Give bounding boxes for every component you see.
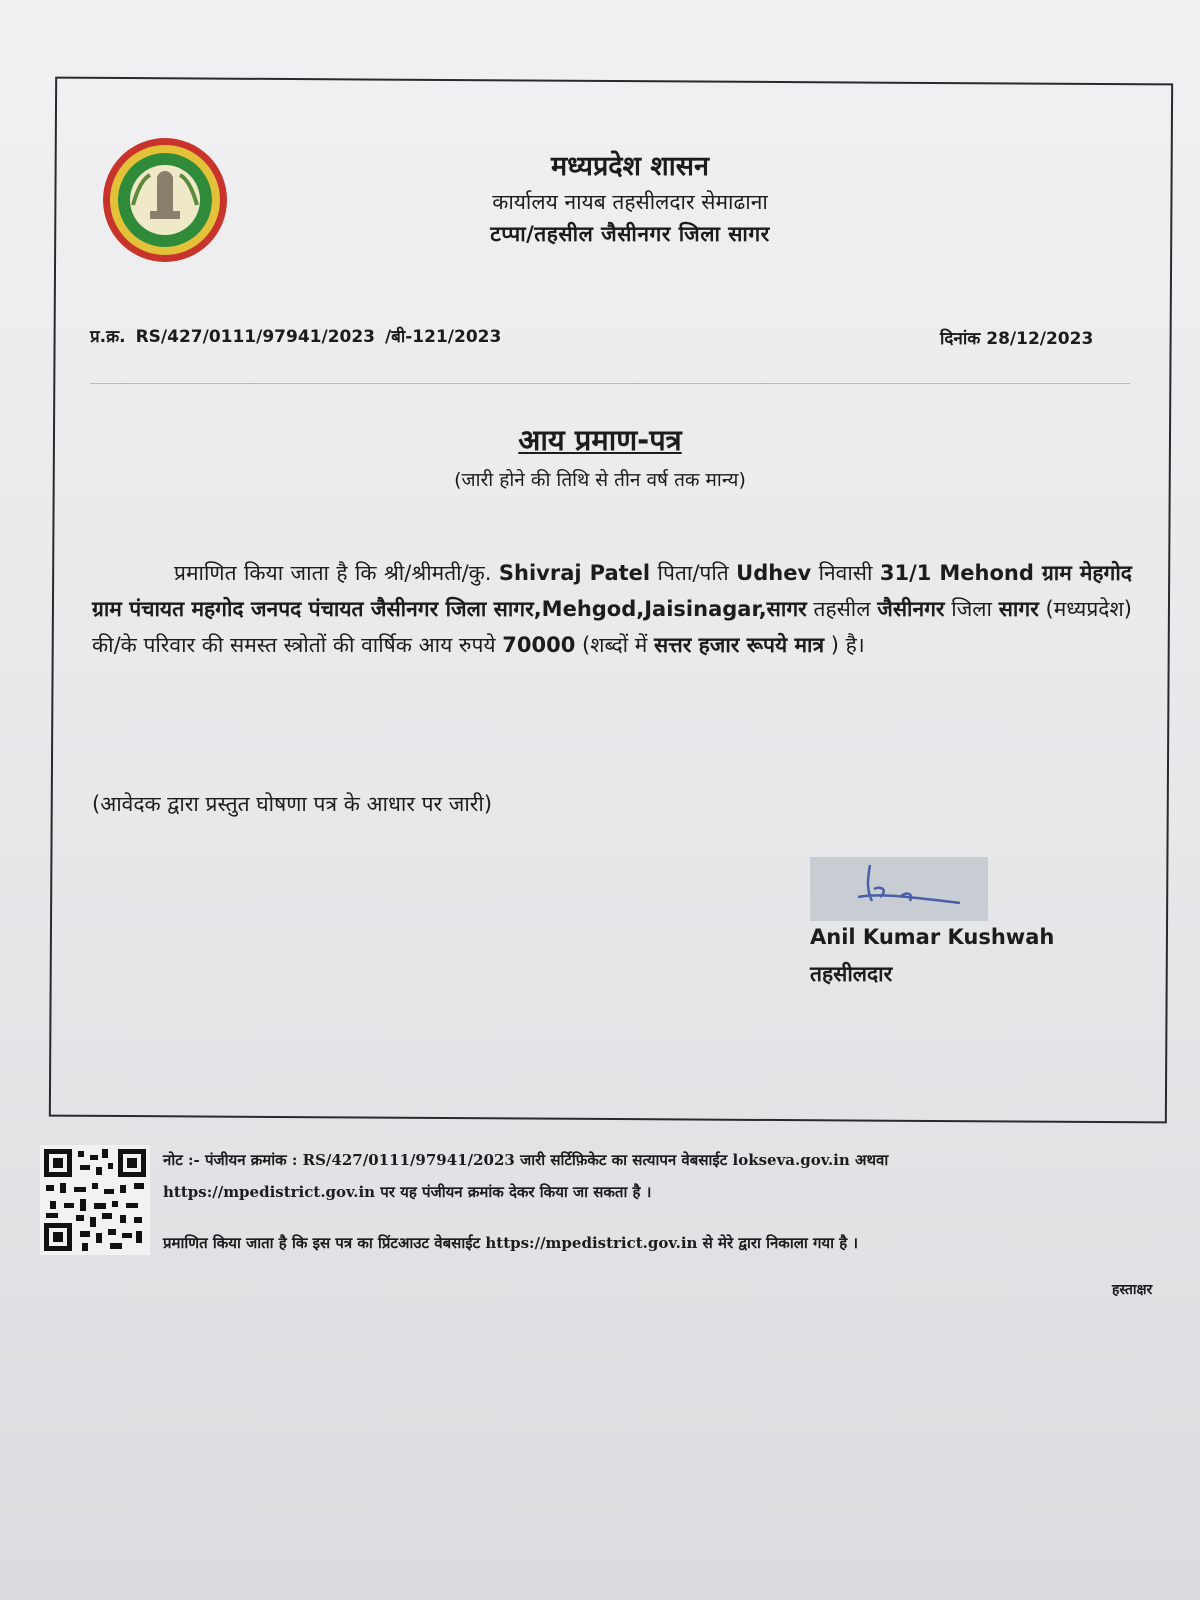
body-text: प्रमाणित किया जाता है कि श्री/श्रीमती/कु. [174, 561, 492, 585]
body-text: ) है। [830, 633, 865, 657]
divider [90, 383, 1130, 384]
income-in-words: सत्तर हजार रूपये मात्र [654, 633, 825, 657]
tehsil-line: टप्पा/तहसील जैसीनगर जिला सागर [490, 222, 770, 246]
date-value: 28/12/2023 [986, 329, 1094, 349]
verification-note-cont: https://mpedistrict.gov.in पर यह पंजीयन क्रमांक देकर किया जा सकता है । [163, 1183, 652, 1201]
registration-number: RS/427/0111/97941/2023 [135, 327, 376, 347]
body-text: तहसील [813, 597, 871, 621]
signature-label: हस्ताक्षर [1112, 1282, 1153, 1298]
body-text: पिता/पति [657, 561, 729, 585]
issue-date [940, 326, 1093, 349]
signature-image [810, 857, 988, 921]
signatory-designation: तहसीलदार [810, 962, 893, 986]
mp-government-emblem [100, 135, 230, 265]
date-label: दिनांक [940, 329, 981, 349]
annual-income: 70000 [502, 633, 576, 657]
reference-label: प्र.क्र. [90, 327, 126, 347]
case-number: /बी-121/2023 [384, 327, 502, 347]
district: सागर [998, 597, 1039, 621]
certificate-body [92, 555, 1132, 663]
signatory-name: Anil Kumar Kushwah [810, 925, 1055, 949]
body-text: (मध्यप्रदेश) की/के परिवार की समस्त स्त्रोतों की वार्षिक आय रुपये [92, 597, 1132, 657]
father-name: Udhev [736, 561, 812, 585]
body-text: निवासी [818, 561, 873, 585]
certificate-title: आय प्रमाण-पत्र [518, 423, 682, 457]
verification-note: नोट :- पंजीयन क्रमांक : RS/427/0111/97941/2023 जारी सर्टिफ़िकेट का सत्यापन वेबसाईट lokseva.gov.in अथवा [163, 1151, 889, 1169]
applicant-name: Shivraj Patel [498, 561, 651, 585]
validity-note: (जारी होने की तिथि से तीन वर्ष तक मान्य) [454, 469, 746, 491]
body-text: (शब्दों में [582, 633, 648, 657]
reference-number [90, 324, 505, 347]
address: 31/1 Mehond ग्राम मेहगोद ग्राम पंचायत महगोद जनपद पंचायत जैसीनगर जिला सागर,Mehgod,Jaisinagar,सागर [92, 561, 1132, 621]
body-text: जिला [951, 597, 992, 621]
qr-code [40, 1145, 150, 1255]
government-name: मध्यप्रदेश शासन [550, 151, 709, 182]
declaration-note: (आवेदक द्वारा प्रस्तुत घोषणा पत्र के आधार पर जारी) [92, 792, 493, 816]
tehsil: जैसीनगर [877, 597, 945, 621]
office-name: कार्यालय नायब तहसीलदार सेमाढाना [492, 190, 768, 214]
printout-certification: प्रमाणित किया जाता है कि इस पत्र का प्रिंटआउट वेबसाईट https://mpedistrict.gov.in से मेरे द्वारा निकाला गया है । [163, 1234, 859, 1252]
